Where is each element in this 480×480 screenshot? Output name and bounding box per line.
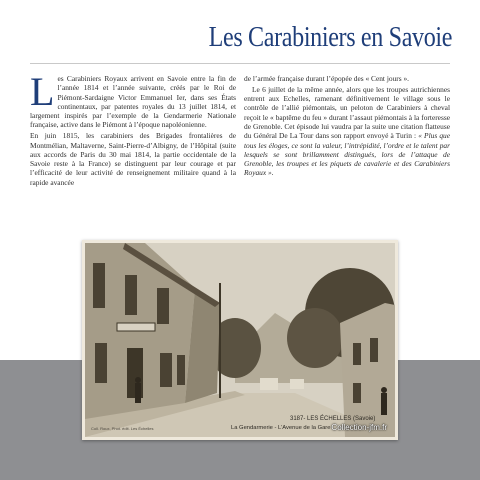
photo-caption-subtitle: La Gendarmerie - L’Avenue de la Gare (231, 425, 331, 431)
paragraph-july-6-text: Le 6 juillet de la même année, alors que les troupes autrichiennes entrent aux Echelles, ramenant définitivement le village sous le contrôle de l’allié piémontais, un peloton de Carabiniers à cheval reçoit le « baptême du feu » durant l’assaut piémontais à la forteresse de Grenoble. Cet épisode lui vaudra par la suite une citation flatteuse du Général De La Tour dans son rapport envoyé à Turin : (244, 84, 450, 141)
postcard-photo (85, 243, 395, 437)
drop-cap: L (30, 69, 55, 114)
paragraph-intro-text: es Carabiniers Royaux arrivent en Savoie entre la fin de l’année 1814 et l’année suivante, créés par le Roi de Piémont-Sardaigne Victor Emmanuel Ier, dans ses États continentaux, par patentes royales du 13 juillet 1814, et largement inspirés par l’exemple de la Gendarmerie Nationale française, active dans le Piémont à l’époque napoléonienne. (30, 74, 236, 130)
postcard-street-scene (85, 243, 395, 437)
quote-de-la-tour: « Plus que tous les éloges, ce sont la valeur, l’intrépidité, l’ordre et le talent par lesquels se sont brillamment distingués, lors de l’attaque de Grenoble, les troupes et les piquets de cavalerie et des Carabiniers Royaux ». (244, 131, 450, 178)
paragraph-july-6 (244, 85, 450, 178)
photo-publisher: Coll. Roux, Phot. édit. Les Échelles (91, 426, 154, 431)
article-column-left (30, 69, 236, 189)
article-column-right (244, 74, 450, 179)
paragraph-cent-jours: de l’armée française durant l’épopée des « Cent jours ». (244, 74, 409, 83)
paragraph-intro (30, 69, 236, 130)
title-divider (30, 63, 450, 64)
photo-watermark: Collection-jfm.fr (331, 423, 387, 432)
page-title: Les Carabiniers en Savoie (208, 22, 452, 53)
photo-caption-title: 3187- LES ÉCHELLES (Savoie) (290, 416, 376, 422)
paragraph-june-1815: En juin 1815, les carabiniers des Brigades frontalières de Montmélian, Maltaverne, Saint-Pierre-d’Albigny, de l’Hôpital (suite aux accords de Paris du 30 mai 1814, la partie occidentale de la Savoie reste à la France) se distinguent par leur courage et par l’efficacité de leur activité de renseignement militaire quand à la rapide avancée (30, 131, 236, 187)
postcard-photo-frame (82, 240, 398, 440)
